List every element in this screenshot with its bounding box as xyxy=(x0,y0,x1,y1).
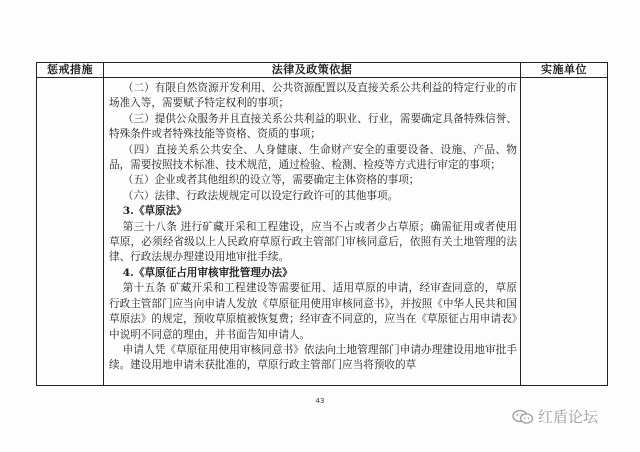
paragraph: 第十五条 矿藏开采和工程建设等需要征用、适用草原的申请，经审查同意的，草原行政主管部门应当向申请人发放《草原征用使用审核同意书》，并按照《中华人民共和国草原法》的规定，预收草原植被恢复费；经审查不同意的，应当在《草原征占用申请表》中说明不同意的理由，并书面告知申请人。 xyxy=(109,282,517,341)
watermark xyxy=(512,406,598,427)
paragraph: 第三十八条 进行矿藏开采和工程建设，应当不占或者少占草原；确需征用或者使用草原，必须经省级以上人民政府草原行政主管部门审核同意后，依照有关土地管理的法律、行政法规办理建设用地审批手续。 xyxy=(109,220,517,264)
header-punishment-measures: 惩戒措施 xyxy=(37,63,104,78)
legal-basis-text xyxy=(104,78,520,374)
section-heading: 3.《草原法》 xyxy=(122,205,187,218)
section-heading: 4.《草原征占用审核审批管理办法》 xyxy=(122,266,293,279)
page-number: 43 xyxy=(315,397,325,405)
punishment-measures-cell xyxy=(37,78,104,386)
paragraph: （六）法律、行政法规规定可以设定行政许可的其他事项。 xyxy=(122,189,399,202)
wechat-icon xyxy=(512,409,534,425)
watermark-text: 红盾论坛 xyxy=(538,408,599,426)
paragraph: 申请人凭《草原征用使用审核同意书》依法向土地管理部门申请办理建设用地审批手续。建设用地申请未获批准的，草原行政主管部门应当将预收的草 xyxy=(109,343,517,372)
paragraph: （四）直接关系公共安全、人身健康、生命财产安全的重要设备、设施、产品、物品，需要按照技术标准、技术规范，通过检验、检测、检疫等方式进行审定的事项； xyxy=(109,143,517,172)
paragraph: （二）有限自然资源开发利用、公共资源配置以及直接关系公共利益的特定行业的市场准入等，需要赋予特定权利的事项； xyxy=(109,82,517,110)
header-implementing-unit: 实施单位 xyxy=(521,63,608,78)
legal-basis-cell xyxy=(104,78,521,386)
paragraph: （五）企业或者其他组织的设立等，需要确定主体资格的事项； xyxy=(122,174,420,187)
header-legal-basis: 法律及政策依据 xyxy=(104,63,521,78)
table-header-row xyxy=(37,63,608,78)
table-body-row xyxy=(37,78,608,386)
implementing-unit-cell xyxy=(521,78,608,386)
measures-table xyxy=(36,62,608,386)
paragraph: （三）提供公众服务并且直接关系公共利益的职业、行业，需要确定具备特殊信誉、特殊条件或者特殊技能等资格、资质的事项； xyxy=(109,112,517,141)
